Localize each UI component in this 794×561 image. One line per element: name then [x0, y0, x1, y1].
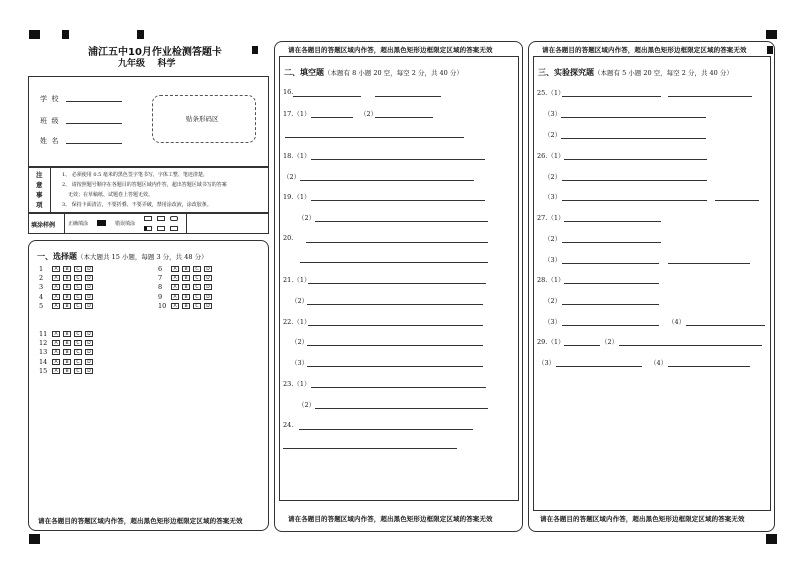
- choice-question-number: 2: [39, 274, 44, 283]
- choice-bubble-d[interactable]: D: [85, 266, 93, 272]
- answer-line[interactable]: [311, 200, 485, 201]
- choice-bubble-c[interactable]: C: [193, 303, 201, 309]
- class-label: 班 级: [40, 117, 59, 125]
- choice-bubble-c[interactable]: C: [74, 349, 82, 355]
- section3-title: [538, 67, 733, 78]
- answer-line[interactable]: [556, 366, 642, 367]
- barcode-label: 贴条形码区: [186, 115, 219, 123]
- answer-line[interactable]: [562, 180, 707, 181]
- answer-line[interactable]: [715, 200, 759, 201]
- choice-question-number: 7: [158, 274, 163, 283]
- question-number: （3）: [544, 193, 562, 201]
- question-number: 25.（1）: [537, 89, 565, 97]
- question-number: 18.（1）: [283, 152, 311, 160]
- choice-bubble-b[interactable]: B: [182, 266, 190, 272]
- question-number: 17.（1）: [283, 110, 311, 118]
- answer-line[interactable]: [564, 221, 661, 222]
- fill-example-divider: [64, 213, 65, 234]
- page-title: 浦江五中10月作业检测答题卡: [88, 47, 222, 58]
- choice-bubble-c[interactable]: C: [74, 266, 82, 272]
- answer-line[interactable]: [668, 263, 750, 264]
- choice-bubble-d[interactable]: D: [85, 359, 93, 365]
- choice-bubble-d[interactable]: D: [204, 275, 212, 281]
- answer-line[interactable]: [308, 283, 486, 284]
- wrong-fill-sample: [157, 226, 165, 231]
- notes-label-3: 事: [36, 191, 43, 199]
- notice-text: 请在各题目的答题区域内作答，超出黑色矩形边框限定区域的答案无效: [542, 46, 747, 54]
- choice-question-number: 6: [158, 265, 163, 273]
- answer-line[interactable]: [315, 221, 488, 222]
- correct-fill-sample: [97, 220, 106, 226]
- choice-bubble-b[interactable]: B: [63, 349, 71, 355]
- question-number: （2）: [544, 173, 562, 181]
- answer-line[interactable]: [562, 242, 661, 243]
- choice-bubble-d[interactable]: D: [85, 349, 93, 355]
- question-number: 19.（1）: [283, 193, 311, 201]
- answer-line[interactable]: [306, 242, 488, 243]
- question-number: （2）: [291, 338, 309, 346]
- answer-line[interactable]: [564, 345, 600, 346]
- answer-line[interactable]: [315, 408, 488, 409]
- wrong-fill-sample: [157, 216, 165, 221]
- question-number: （2）: [601, 338, 619, 346]
- answer-line[interactable]: [668, 96, 752, 97]
- question-number: （3）: [544, 318, 562, 326]
- answer-line[interactable]: [561, 117, 706, 118]
- choice-bubble-a[interactable]: A: [171, 266, 179, 272]
- notes-item: 无效；在草稿纸、试题卷上答题无效。: [68, 192, 154, 198]
- answer-line[interactable]: [299, 429, 473, 430]
- answer-line[interactable]: [285, 137, 464, 138]
- choice-bubble-a[interactable]: A: [52, 275, 60, 281]
- notes-label-2: 意: [36, 181, 43, 189]
- choice-bubble-a[interactable]: A: [52, 349, 60, 355]
- question-number: （2）: [544, 131, 562, 139]
- answer-line[interactable]: [308, 325, 483, 326]
- choice-question-number: 15: [39, 366, 48, 375]
- section1-title: [37, 251, 208, 262]
- answer-line[interactable]: [686, 325, 765, 326]
- choice-bubble-a[interactable]: A: [52, 368, 60, 374]
- notes-label-1: 注: [36, 171, 43, 179]
- choice-bubble-c[interactable]: C: [74, 294, 82, 300]
- question-number: （3）: [544, 110, 562, 118]
- choice-bubble-a[interactable]: A: [52, 331, 60, 337]
- answer-line[interactable]: [375, 117, 433, 118]
- question-number: （3）: [291, 359, 309, 367]
- choice-bubble-c[interactable]: C: [74, 331, 82, 337]
- choice-bubble-b[interactable]: B: [182, 275, 190, 281]
- page-subtitle: 九年级 科学: [118, 59, 176, 69]
- choice-bubble-d[interactable]: D: [85, 303, 93, 309]
- choice-bubble-c[interactable]: C: [74, 340, 82, 346]
- choice-question-number: 14: [39, 357, 48, 366]
- question-number: 27.（1）: [537, 214, 565, 222]
- choice-bubble-a[interactable]: A: [52, 340, 60, 346]
- notes-label-4: 项: [36, 201, 43, 209]
- question-number: 22.（1）: [283, 318, 311, 326]
- answer-line[interactable]: [375, 96, 441, 97]
- question-number: （2）: [291, 297, 309, 305]
- choice-question-number: 3: [39, 283, 44, 292]
- question-number: 23.（1）: [283, 380, 311, 388]
- question-number: （4）: [668, 318, 686, 326]
- answer-line[interactable]: [307, 304, 483, 305]
- correct-fill-label: 正确填涂: [68, 221, 89, 227]
- registration-mark: [137, 30, 144, 39]
- choice-bubble-b[interactable]: B: [63, 303, 71, 309]
- choice-bubble-c[interactable]: C: [74, 284, 82, 290]
- choice-question-number: 4: [39, 292, 44, 301]
- choice-bubble-d[interactable]: D: [85, 331, 93, 337]
- notes-item: 1、 必须使用 0.5 毫米的黑色签字笔书写，字体工整、笔迹清楚。: [62, 172, 208, 178]
- choice-bubble-a[interactable]: A: [52, 266, 60, 272]
- answer-line[interactable]: [311, 387, 486, 388]
- name-field[interactable]: [66, 143, 122, 144]
- class-field[interactable]: [66, 123, 122, 124]
- choice-bubble-a[interactable]: A: [171, 294, 179, 300]
- registration-mark: [252, 46, 258, 54]
- answer-line[interactable]: [562, 200, 707, 201]
- section2-title: [284, 67, 463, 78]
- choice-bubble-a[interactable]: A: [171, 275, 179, 281]
- choice-bubble-b[interactable]: B: [63, 340, 71, 346]
- section1-desc: （本大题共 15 小题，每题 3 分，共 48 分）: [77, 253, 208, 261]
- answer-line[interactable]: [562, 263, 659, 264]
- section2-desc: （本题有 8 小题 20 空，每空 2 分，共 40 分）: [324, 69, 463, 77]
- question-number: 29.（1）: [537, 338, 565, 346]
- choice-bubble-c[interactable]: C: [193, 284, 201, 290]
- question-number: 21.（1）: [283, 276, 311, 284]
- registration-mark: [766, 30, 777, 39]
- wrong-fill-sample: [170, 226, 178, 231]
- answer-line[interactable]: [562, 96, 661, 97]
- choice-bubble-b[interactable]: B: [63, 359, 71, 365]
- section3-desc: （本题有 5 小题 20 空，每空 2 分，共 40 分）: [594, 69, 733, 77]
- question-number: 28.（1）: [537, 276, 565, 284]
- question-number: （2）: [360, 110, 378, 118]
- answer-line[interactable]: [311, 159, 485, 160]
- choice-bubble-b[interactable]: B: [63, 284, 71, 290]
- choice-bubble-b[interactable]: B: [63, 294, 71, 300]
- fill-example-label: 填涂样例: [31, 222, 56, 229]
- registration-mark: [29, 534, 40, 544]
- choice-bubble-c[interactable]: C: [193, 294, 201, 300]
- fill-example-divider: [186, 213, 187, 234]
- choice-bubble-a[interactable]: A: [171, 284, 179, 290]
- choice-bubble-b[interactable]: B: [63, 266, 71, 272]
- choice-bubble-a[interactable]: A: [52, 359, 60, 365]
- registration-mark: [62, 30, 69, 39]
- choice-bubble-d[interactable]: D: [204, 294, 212, 300]
- question-number: （2）: [298, 214, 316, 222]
- choice-question-number: 10: [158, 301, 167, 310]
- registration-mark: [766, 534, 777, 544]
- wrong-fill-sample: [170, 216, 178, 221]
- answer-line[interactable]: [668, 366, 750, 367]
- choice-question-number: 11: [39, 330, 48, 338]
- question-number: 24.: [283, 421, 294, 429]
- choice-question-number: 1: [39, 265, 44, 273]
- choice-bubble-a[interactable]: A: [52, 284, 60, 290]
- wrong-fill-sample: [144, 216, 152, 221]
- choice-question-number: 9: [158, 292, 163, 301]
- question-number: （3）: [544, 256, 562, 264]
- answer-line[interactable]: [283, 448, 457, 449]
- question-number: （2）: [544, 235, 562, 243]
- choice-bubble-d[interactable]: D: [85, 368, 93, 374]
- choice-question-number: 12: [39, 339, 48, 348]
- section2-title-text: 二、填空题: [284, 67, 324, 77]
- choice-bubble-c[interactable]: C: [193, 275, 201, 281]
- answer-line[interactable]: [619, 345, 762, 346]
- section1-title-text: 一、选择题: [37, 251, 77, 261]
- question-number: （4）: [650, 359, 668, 367]
- question-number: （2）: [283, 173, 301, 181]
- question-number: （2）: [298, 401, 316, 409]
- notes-divider: [50, 167, 51, 213]
- notice-text: 请在各题目的答题区域内作答，超出黑色矩形边框限定区域的答案无效: [288, 515, 493, 523]
- choice-bubble-b[interactable]: B: [63, 368, 71, 374]
- school-field[interactable]: [66, 101, 122, 102]
- question-number: （3）: [538, 359, 556, 367]
- wrong-fill-sample: [144, 226, 152, 231]
- choice-bubble-c[interactable]: C: [193, 266, 201, 272]
- notice-text: 请在各题目的答题区域内作答，超出黑色矩形边框限定区域的答案无效: [540, 515, 745, 523]
- choice-bubble-a[interactable]: A: [171, 303, 179, 309]
- choice-question-number: 5: [39, 301, 44, 310]
- choice-bubble-c[interactable]: C: [74, 359, 82, 365]
- choice-bubble-a[interactable]: A: [52, 294, 60, 300]
- registration-mark: [29, 30, 40, 39]
- answer-line[interactable]: [307, 345, 483, 346]
- choice-bubble-d[interactable]: D: [85, 284, 93, 290]
- answer-line[interactable]: [300, 180, 474, 181]
- choice-bubble-b[interactable]: B: [182, 294, 190, 300]
- school-label: 学 校: [40, 95, 59, 103]
- notes-item: 3、 保持卡面清洁，不要折叠、不要弄破，禁用涂改液，涂改胶条。: [62, 202, 212, 208]
- choice-question-number: 8: [158, 283, 163, 292]
- section2-answer-box: [279, 56, 519, 501]
- choice-bubble-d[interactable]: D: [204, 303, 212, 309]
- question-number: 26.（1）: [537, 152, 565, 160]
- choice-bubble-b[interactable]: B: [182, 284, 190, 290]
- answer-line[interactable]: [564, 159, 707, 160]
- choice-bubble-d[interactable]: D: [85, 294, 93, 300]
- section3-title-text: 三、实验探究题: [538, 67, 594, 77]
- choice-bubble-d[interactable]: D: [85, 275, 93, 281]
- choice-bubble-d[interactable]: D: [85, 340, 93, 346]
- answer-line[interactable]: [300, 262, 488, 263]
- choice-bubble-d[interactable]: D: [204, 266, 212, 272]
- choice-bubble-d[interactable]: D: [204, 284, 212, 290]
- choice-bubble-c[interactable]: C: [74, 275, 82, 281]
- choice-question-number: 13: [39, 348, 48, 357]
- question-number: 20.: [283, 234, 294, 242]
- choice-bubble-c[interactable]: C: [74, 368, 82, 374]
- answer-line[interactable]: [293, 96, 361, 97]
- choice-bubble-b[interactable]: B: [63, 331, 71, 337]
- answer-line[interactable]: [562, 325, 659, 326]
- notice-text: 请在各题目的答题区域内作答，超出黑色矩形边框限定区域的答案无效: [38, 517, 243, 525]
- answer-line[interactable]: [562, 304, 659, 305]
- answer-line[interactable]: [561, 138, 706, 139]
- choice-bubble-c[interactable]: C: [74, 303, 82, 309]
- question-number: （2）: [544, 297, 562, 305]
- choice-bubble-a[interactable]: A: [52, 303, 60, 309]
- choice-bubble-b[interactable]: B: [182, 303, 190, 309]
- choice-bubble-b[interactable]: B: [63, 275, 71, 281]
- question-number: 16.: [283, 88, 294, 96]
- answer-line[interactable]: [311, 117, 353, 118]
- answer-line[interactable]: [564, 283, 659, 284]
- answer-line[interactable]: [307, 366, 483, 367]
- wrong-fill-label: 错误填涂: [115, 221, 136, 227]
- name-label: 姓 名: [40, 137, 59, 145]
- notice-text: 请在各题目的答题区域内作答，超出黑色矩形边框限定区域的答案无效: [288, 46, 493, 54]
- notes-item: 2、 请按照题号顺序在各题目的答题区域内作答，超出答题区域书写的答案: [62, 182, 227, 188]
